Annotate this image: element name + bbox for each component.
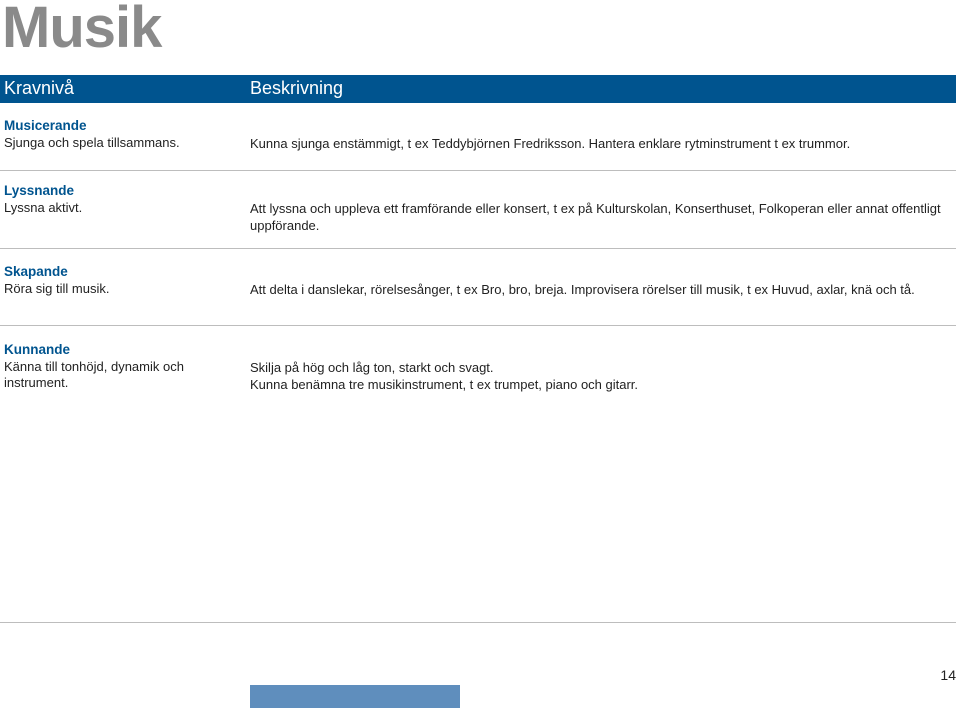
page-number: 14 bbox=[940, 667, 956, 683]
row-title: Skapande bbox=[4, 264, 68, 279]
row-subtitle: Sjunga och spela tillsammans. bbox=[4, 135, 180, 150]
row-subtitle: Röra sig till musik. bbox=[4, 281, 110, 296]
header-level-label: Kravnivå bbox=[4, 78, 75, 98]
divider bbox=[0, 325, 956, 326]
divider bbox=[0, 622, 956, 623]
row-title: Kunnande bbox=[4, 342, 70, 357]
row-title: Musicerande bbox=[4, 118, 87, 133]
divider bbox=[0, 248, 956, 249]
header-description-label: Beskrivning bbox=[250, 78, 344, 98]
row-subtitle: Lyssna aktivt. bbox=[4, 200, 83, 215]
row-title: Lyssnande bbox=[4, 183, 75, 198]
page-title: Musik bbox=[2, 0, 162, 60]
row-description-line: Skilja på hög och låg ton, starkt och svagt. bbox=[250, 360, 494, 375]
table-header bbox=[0, 75, 956, 103]
row-description: Att delta i danslekar, rörelsesånger, t ex Bro, bro, breja. Improvisera rörelser till musik, t ex Huvud, axlar, knä och tå. bbox=[250, 282, 915, 297]
divider bbox=[0, 170, 956, 171]
row-description bbox=[250, 359, 950, 393]
row-description-line: Kunna benämna tre musikinstrument, t ex trumpet, piano och gitarr. bbox=[250, 377, 639, 392]
row-description: Att lyssna och uppleva ett framförande eller konsert, t ex på Kulturskolan, Konserthuset, Folkoperan eller annat offentligt uppförande. bbox=[250, 201, 941, 233]
row-subtitle: Känna till tonhöjd, dynamik och instrument. bbox=[4, 359, 184, 390]
row-description: Kunna sjunga enstämmigt, t ex Teddybjörnen Fredriksson. Hantera enklare rytminstrument t ex trummor. bbox=[250, 136, 851, 151]
footer-tab bbox=[250, 685, 460, 708]
